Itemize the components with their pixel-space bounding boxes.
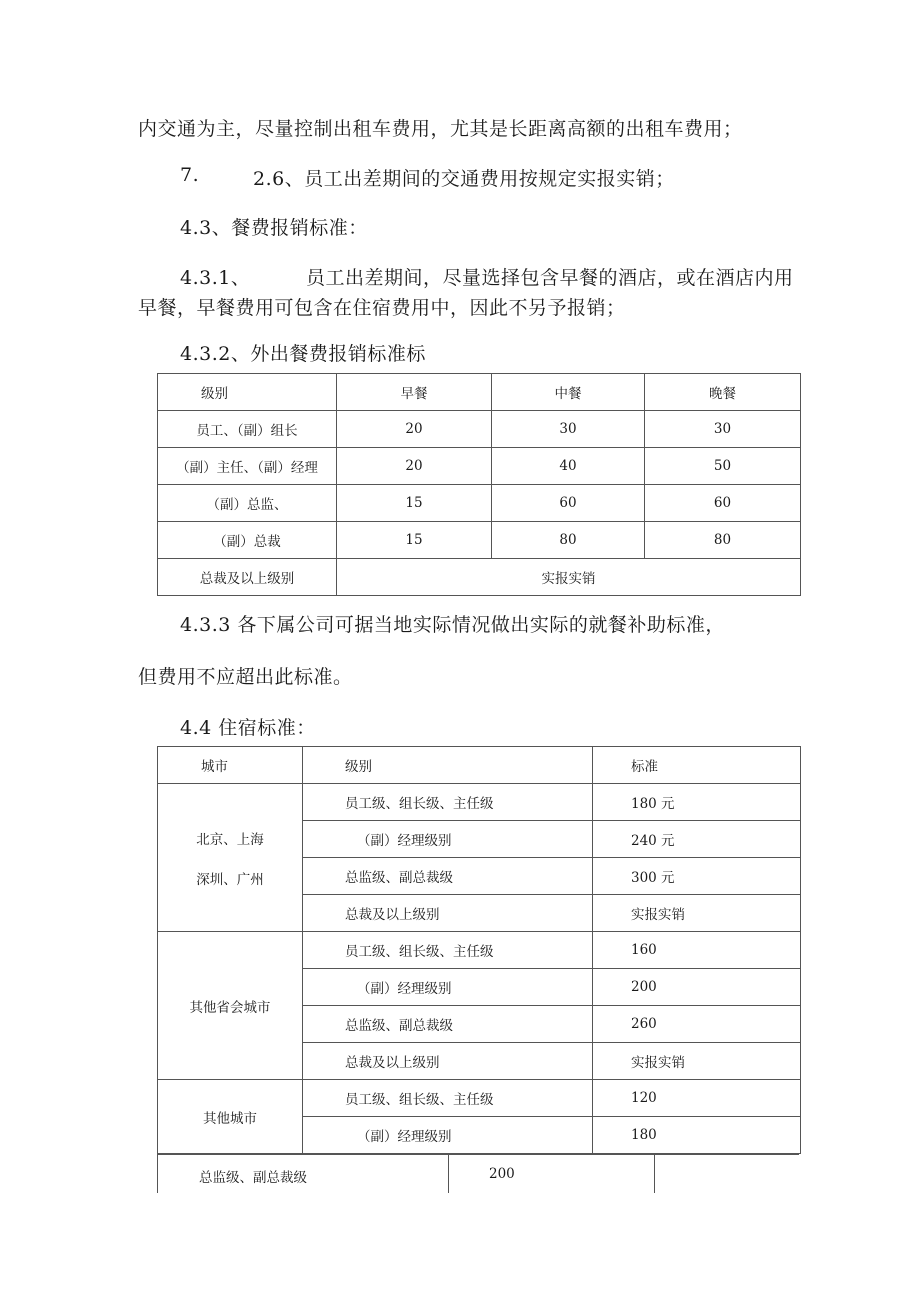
cell-border [157,1155,158,1193]
table-row [158,1080,801,1117]
lunch-cell: 30 [492,411,645,448]
table-row [158,448,801,485]
lunch-cell: 80 [492,522,645,559]
paragraph-4-3-3-continuation: 但费用不应超出此标准。 [138,666,353,688]
paragraph-2-6-text: 2.6、员工出差期间的交通费用按规定实报实销； [253,168,675,190]
table-header-row [158,747,801,784]
city-line: 深圳、广州 [196,871,264,888]
cell-border [654,1155,655,1193]
header-standard: 标准 [593,747,801,784]
paragraph-4-3-1-continuation: 早餐，早餐费用可包含在住宿费用中，因此不另予报销； [138,297,626,319]
city-cell: 其他省会城市 [158,932,303,1080]
header-lunch: 中餐 [492,374,645,411]
level-cell: 总裁及以上级别 [303,895,593,932]
standard-cell: 200 [489,1166,515,1182]
paragraph-4-3-3: 4.3.3 各下属公司可据当地实际情况做出实际的就餐补助标准， [180,614,725,636]
lunch-cell: 40 [492,448,645,485]
breakfast-cell: 15 [337,522,492,559]
table-row [158,522,801,559]
header-city: 城市 [158,747,303,784]
table-row [158,485,801,522]
level-cell: 员工级、组长级、主任级 [303,784,593,821]
level-cell: （副）总监、 [158,485,337,522]
standard-cell: 120 [593,1080,801,1117]
standard-cell: 300 元 [593,858,801,895]
lunch-cell: 60 [492,485,645,522]
paragraph-4-3-1-number: 4.3.1、 [180,267,251,289]
breakfast-cell: 20 [337,411,492,448]
lodging-standard-table [157,746,801,1154]
table-row [158,932,801,969]
header-level: 级别 [303,747,593,784]
level-cell: 总裁及以上级别 [303,1043,593,1080]
lodging-table-partial-row [157,1154,799,1193]
heading-lodging-standard: 4.4 住宿标准： [180,717,316,739]
dinner-cell: 60 [645,485,801,522]
dinner-cell: 50 [645,448,801,485]
level-cell: 员工级、组长级、主任级 [303,1080,593,1117]
breakfast-cell: 15 [337,485,492,522]
level-cell: （副）主任、（副）经理 [158,448,337,485]
level-cell: 总监级、副总裁级 [303,1006,593,1043]
meal-standard-table [157,373,801,596]
level-cell: 总监级、副总裁级 [303,858,593,895]
header-dinner: 晚餐 [645,374,801,411]
table-row [158,784,801,821]
level-cell: （副）总裁 [158,522,337,559]
paragraph-4-3-1-text: 员工出差期间，尽量选择包含早餐的酒店，或在酒店内用 [306,267,794,289]
table-header-row [158,374,801,411]
level-cell: （副）经理级别 [303,969,593,1006]
merged-value-cell: 实报实销 [337,559,801,596]
standard-cell: 260 [593,1006,801,1043]
standard-cell: 实报实销 [593,895,801,932]
level-cell: 总裁及以上级别 [158,559,337,596]
level-cell: （副）经理级别 [303,1117,593,1154]
standard-cell: 200 [593,969,801,1006]
breakfast-cell: 20 [337,448,492,485]
table-row [158,559,801,596]
city-line: 北京、上海 [196,831,264,848]
paragraph-2-6-number: 7. [180,164,200,186]
level-cell: 员工、（副）组长 [158,411,337,448]
dinner-cell: 30 [645,411,801,448]
city-cell [158,784,303,932]
header-level: 级别 [158,374,337,411]
heading-meal-reimbursement-table: 4.3.2、外出餐费报销标准标 [180,343,426,365]
dinner-cell: 80 [645,522,801,559]
city-cell: 其他城市 [158,1080,303,1154]
level-cell: 总监级、副总裁级 [199,1170,307,1186]
level-cell: 员工级、组长级、主任级 [303,932,593,969]
heading-meal-standard: 4.3、餐费报销标准： [180,217,368,239]
standard-cell: 实报实销 [593,1043,801,1080]
standard-cell: 180 [593,1117,801,1154]
standard-cell: 240 元 [593,821,801,858]
standard-cell: 160 [593,932,801,969]
header-breakfast: 早餐 [337,374,492,411]
level-cell: （副）经理级别 [303,821,593,858]
table-row [158,411,801,448]
cell-border [448,1155,449,1193]
standard-cell: 180 元 [593,784,801,821]
paragraph-taxi-control: 内交通为主，尽量控制出租车费用，尤其是长距离高额的出租车费用； [138,118,743,140]
